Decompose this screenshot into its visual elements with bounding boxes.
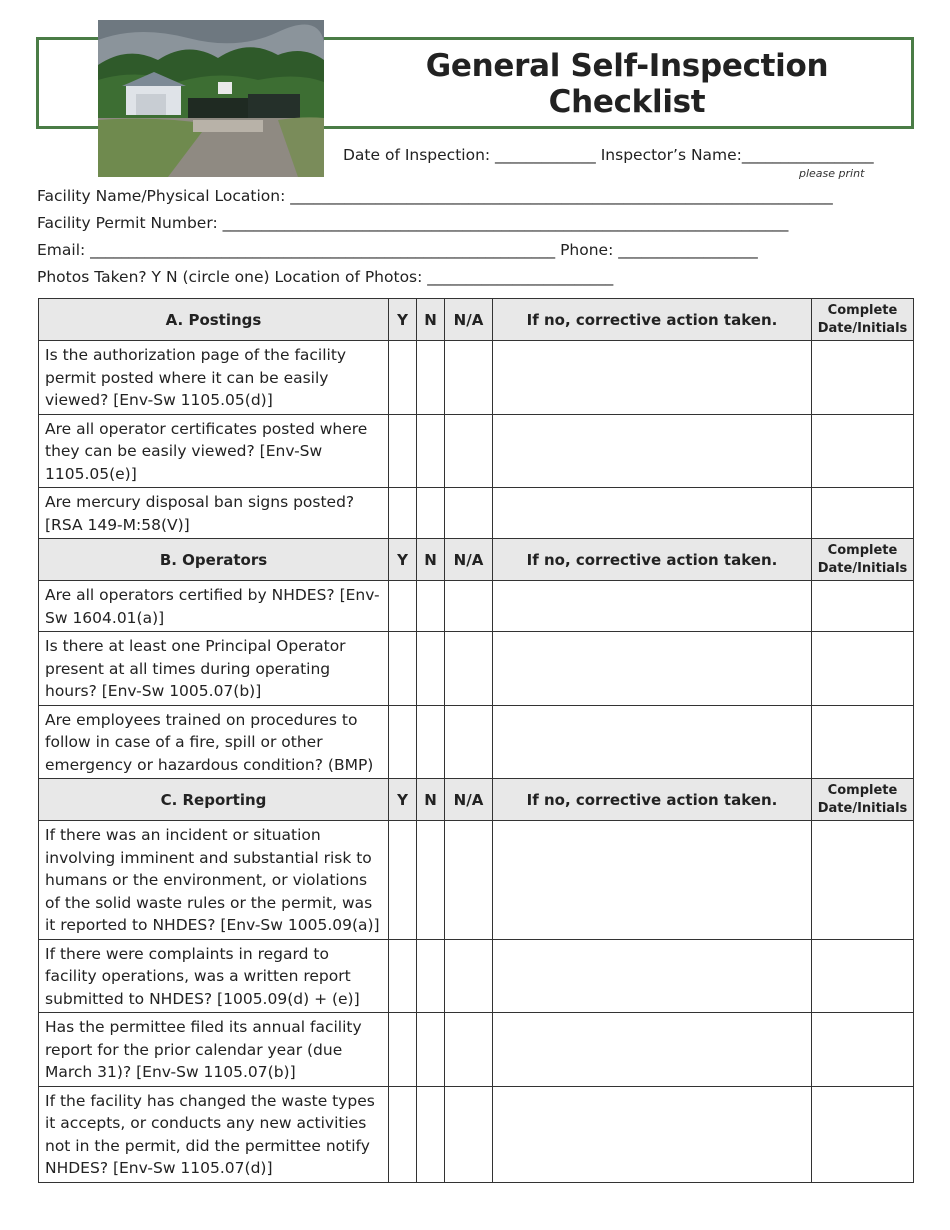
n-cell[interactable] — [417, 341, 445, 415]
question-text: Is there at least one Principal Operator present at all times during operating hours? [Env-Sw 1005.07(b)] — [39, 632, 389, 706]
col-na: N/A — [445, 299, 493, 341]
question-text: Is the authorization page of the facility permit posted where it can be easily viewed? [Env-Sw 1105.05(d)] — [39, 341, 389, 415]
y-cell[interactable] — [389, 1086, 417, 1182]
corrective-cell[interactable] — [493, 632, 812, 706]
complete-cell[interactable] — [812, 705, 914, 779]
col-complete-line2: Date/Initials — [817, 320, 908, 336]
col-complete — [812, 779, 914, 821]
question-text: Has the permittee filed its annual facility report for the prior calendar year (due March 31)? [Env-Sw 1105.07(b)] — [39, 1013, 389, 1087]
na-cell[interactable] — [445, 581, 493, 632]
question-text: If there was an incident or situation involving imminent and substantial risk to humans or the environment, or violations of the solid waste rules or the permit, was it reported to NHDES? [Env-Sw 1005.09(a)] — [39, 821, 389, 940]
corrective-cell[interactable] — [493, 939, 812, 1013]
y-cell[interactable] — [389, 632, 417, 706]
table-row — [39, 581, 914, 632]
corrective-cell[interactable] — [493, 705, 812, 779]
col-n: N — [417, 539, 445, 581]
n-cell[interactable] — [417, 632, 445, 706]
checklist-table — [38, 298, 914, 1183]
na-cell[interactable] — [445, 821, 493, 940]
na-cell[interactable] — [445, 632, 493, 706]
corrective-cell[interactable] — [493, 488, 812, 539]
y-cell[interactable] — [389, 1013, 417, 1087]
table-row — [39, 821, 914, 940]
section-title: C. Reporting — [39, 779, 389, 821]
y-cell[interactable] — [389, 414, 417, 488]
na-cell[interactable] — [445, 414, 493, 488]
complete-cell[interactable] — [812, 821, 914, 940]
col-y: Y — [389, 539, 417, 581]
y-cell[interactable] — [389, 488, 417, 539]
complete-cell[interactable] — [812, 1086, 914, 1182]
question-text: Are employees trained on procedures to follow in case of a fire, spill or other emergency or hazardous condition? (BMP) — [39, 705, 389, 779]
na-cell[interactable] — [445, 341, 493, 415]
n-cell[interactable] — [417, 581, 445, 632]
corrective-cell[interactable] — [493, 414, 812, 488]
n-cell[interactable] — [417, 821, 445, 940]
question-text: If the facility has changed the waste types it accepts, or conducts any new activities not in the permit, did the permittee notify NHDES? [Env-Sw 1105.07(d)] — [39, 1086, 389, 1182]
photos-line[interactable]: Photos Taken? Y N (circle one) Location of Photos: ________________________ — [37, 268, 614, 286]
n-cell[interactable] — [417, 1086, 445, 1182]
corrective-cell[interactable] — [493, 581, 812, 632]
question-text: Are all operator certificates posted where they can be easily viewed? [Env-Sw 1105.05(e)] — [39, 414, 389, 488]
facility-photo — [98, 20, 324, 177]
col-complete — [812, 299, 914, 341]
section-header-reporting — [39, 779, 914, 821]
permit-number-line[interactable]: Facility Permit Number: _________________________________________________________________________ — [37, 214, 789, 232]
col-na: N/A — [445, 779, 493, 821]
na-cell[interactable] — [445, 488, 493, 539]
n-cell[interactable] — [417, 1013, 445, 1087]
section-title: B. Operators — [39, 539, 389, 581]
date-inspector-line[interactable]: Date of Inspection: _____________ Inspector’s Name:_________________ — [343, 146, 874, 164]
table-row — [39, 1086, 914, 1182]
col-complete-line2: Date/Initials — [817, 800, 908, 816]
complete-cell[interactable] — [812, 632, 914, 706]
col-complete-line1: Complete — [827, 782, 898, 798]
corrective-cell[interactable] — [493, 821, 812, 940]
col-na: N/A — [445, 539, 493, 581]
col-n: N — [417, 299, 445, 341]
complete-cell[interactable] — [812, 488, 914, 539]
n-cell[interactable] — [417, 939, 445, 1013]
facility-name-line[interactable]: Facility Name/Physical Location: ______________________________________________________________________ — [37, 187, 833, 205]
y-cell[interactable] — [389, 705, 417, 779]
section-header-postings — [39, 299, 914, 341]
na-cell[interactable] — [445, 1013, 493, 1087]
table-row — [39, 939, 914, 1013]
na-cell[interactable] — [445, 705, 493, 779]
question-text: Are all operators certified by NHDES? [Env-Sw 1604.01(a)] — [39, 581, 389, 632]
complete-cell[interactable] — [812, 939, 914, 1013]
complete-cell[interactable] — [812, 581, 914, 632]
corrective-cell[interactable] — [493, 341, 812, 415]
corrective-cell[interactable] — [493, 1013, 812, 1087]
y-cell[interactable] — [389, 341, 417, 415]
email-phone-line[interactable]: Email: ____________________________________________________________ Phone: __________________ — [37, 241, 758, 259]
y-cell[interactable] — [389, 939, 417, 1013]
question-text: Are mercury disposal ban signs posted? [RSA 149-M:58(V)] — [39, 488, 389, 539]
n-cell[interactable] — [417, 488, 445, 539]
table-row — [39, 414, 914, 488]
col-complete-line1: Complete — [827, 542, 898, 558]
col-complete-line2: Date/Initials — [817, 560, 908, 576]
col-y: Y — [389, 299, 417, 341]
complete-cell[interactable] — [812, 414, 914, 488]
section-title: A. Postings — [39, 299, 389, 341]
table-row — [39, 632, 914, 706]
col-corrective: If no, corrective action taken. — [493, 779, 812, 821]
table-row — [39, 705, 914, 779]
complete-cell[interactable] — [812, 1013, 914, 1087]
col-corrective: If no, corrective action taken. — [493, 539, 812, 581]
complete-cell[interactable] — [812, 341, 914, 415]
col-complete-line1: Complete — [827, 302, 898, 318]
page-title: General Self-Inspection Checklist — [425, 48, 829, 120]
corrective-cell[interactable] — [493, 1086, 812, 1182]
na-cell[interactable] — [445, 1086, 493, 1182]
table-row — [39, 1013, 914, 1087]
table-row — [39, 341, 914, 415]
na-cell[interactable] — [445, 939, 493, 1013]
n-cell[interactable] — [417, 705, 445, 779]
question-text: If there were complaints in regard to facility operations, was a written report submitted to NHDES? [1005.09(d) + (e)] — [39, 939, 389, 1013]
section-header-operators — [39, 539, 914, 581]
col-corrective: If no, corrective action taken. — [493, 299, 812, 341]
col-complete — [812, 539, 914, 581]
please-print-note: please print — [799, 167, 865, 180]
y-cell[interactable] — [389, 821, 417, 940]
table-row — [39, 488, 914, 539]
col-y: Y — [389, 779, 417, 821]
y-cell[interactable] — [389, 581, 417, 632]
n-cell[interactable] — [417, 414, 445, 488]
col-n: N — [417, 779, 445, 821]
